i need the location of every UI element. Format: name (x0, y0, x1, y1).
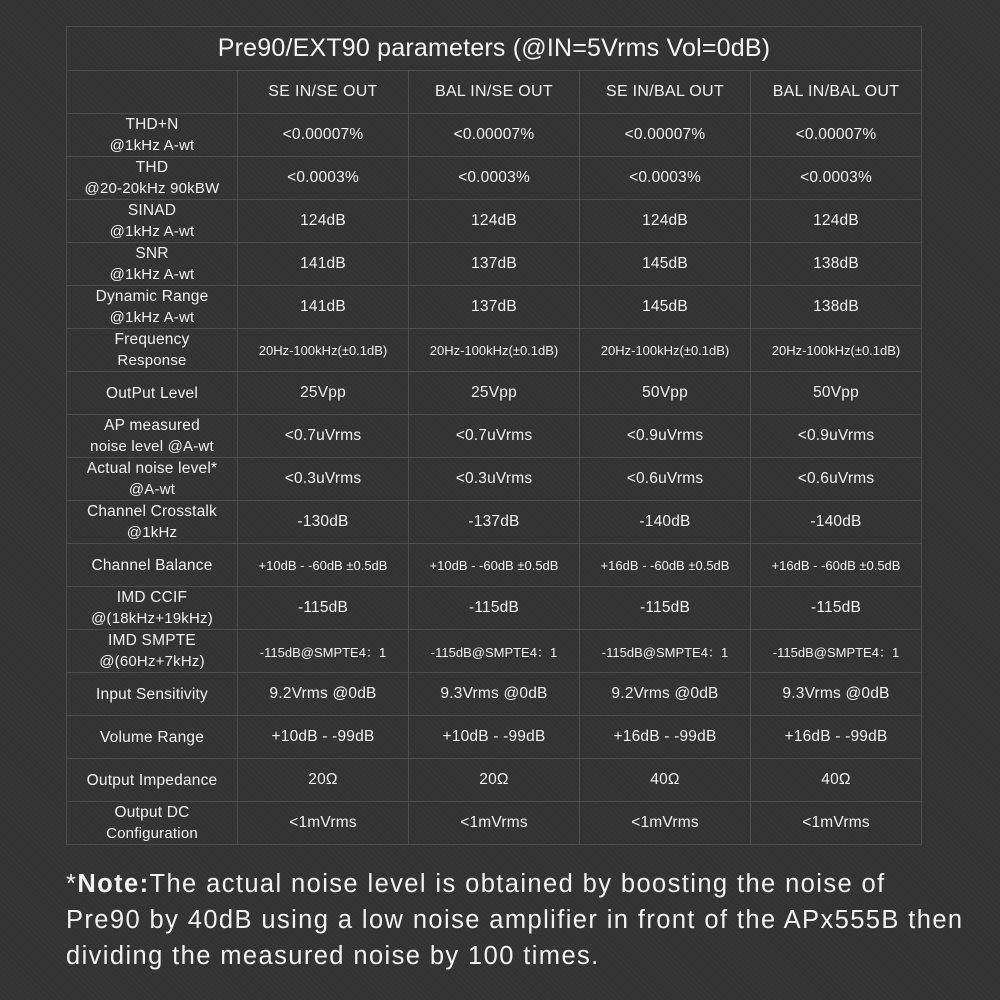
table-cell: <1mVrms (751, 802, 922, 845)
row-label (67, 286, 238, 329)
table-cell: -115dB (409, 587, 580, 630)
row-label-subline: Response (117, 352, 187, 369)
note-text: The actual noise level is obtained by boosting the noise of Pre90 by 40dB using a low noise amplifier in front of the APx555B then dividing the measured noise by 100 times. (66, 870, 964, 970)
row-label-line: Input Sensitivity (96, 685, 208, 703)
row-label (67, 716, 238, 759)
row-label (67, 329, 238, 372)
table-row (67, 630, 922, 673)
table-cell: 40Ω (580, 759, 751, 802)
column-header: BAL IN/SE OUT (409, 71, 580, 114)
table-cell: -115dB@SMPTE4：1 (580, 630, 751, 673)
row-label (67, 673, 238, 716)
table-cell: -140dB (751, 501, 922, 544)
row-label-subline: @1kHz A-wt (109, 266, 195, 283)
row-label-line: THD+N (125, 116, 179, 133)
row-label-subline: @1kHz A-wt (109, 309, 195, 326)
row-label-line: Frequency (114, 331, 190, 348)
table-cell: <0.00007% (580, 114, 751, 157)
table-cell: +10dB - -99dB (409, 716, 580, 759)
table-cell: 20Hz-100kHz(±0.1dB) (580, 329, 751, 372)
table-cell: 50Vpp (580, 372, 751, 415)
table-cell: -137dB (409, 501, 580, 544)
table-cell: 124dB (580, 200, 751, 243)
row-label (67, 501, 238, 544)
table-row (67, 329, 922, 372)
table-row (67, 802, 922, 845)
row-label-line: Channel Balance (91, 556, 213, 574)
title-row (67, 27, 922, 71)
table-cell: -115dB@SMPTE4：1 (409, 630, 580, 673)
table-cell: <1mVrms (238, 802, 409, 845)
table-title: Pre90/EXT90 parameters (@IN=5Vrms Vol=0dB) (67, 27, 922, 71)
parameters-sheet (66, 26, 921, 845)
row-label (67, 544, 238, 587)
table-cell: +16dB - -99dB (751, 716, 922, 759)
row-label-line: Channel Crosstalk (86, 503, 218, 520)
table-row (67, 243, 922, 286)
table-cell: 9.3Vrms @0dB (751, 673, 922, 716)
column-header: SE IN/BAL OUT (580, 71, 751, 114)
table-cell: +10dB - -60dB ±0.5dB (238, 544, 409, 587)
row-label-subline: noise level @A-wt (90, 438, 214, 455)
table-cell: <0.7uVrms (409, 415, 580, 458)
table-row (67, 286, 922, 329)
table-cell: <0.0003% (751, 157, 922, 200)
table-cell: <0.00007% (238, 114, 409, 157)
column-header: BAL IN/BAL OUT (751, 71, 922, 114)
table-cell: 141dB (238, 243, 409, 286)
table-cell: 20Hz-100kHz(±0.1dB) (409, 329, 580, 372)
table-body (67, 114, 922, 845)
row-label-subline: @1kHz (126, 524, 178, 541)
table-cell: 20Hz-100kHz(±0.1dB) (238, 329, 409, 372)
table-cell: 138dB (751, 286, 922, 329)
row-label-line: SNR (135, 245, 169, 262)
column-header-row (67, 71, 922, 114)
row-label-line: Output DC (114, 804, 190, 821)
table-cell: 20Ω (409, 759, 580, 802)
row-label (67, 587, 238, 630)
table-cell: -140dB (580, 501, 751, 544)
corner-cell (67, 71, 238, 114)
table-row (67, 716, 922, 759)
note-label: Note: (77, 870, 150, 898)
row-label (67, 200, 238, 243)
row-label-line: SINAD (127, 202, 177, 219)
row-label (67, 802, 238, 845)
table-cell: 9.2Vrms @0dB (238, 673, 409, 716)
column-header: SE IN/SE OUT (238, 71, 409, 114)
table-cell: 137dB (409, 243, 580, 286)
table-row (67, 673, 922, 716)
table-cell: -130dB (238, 501, 409, 544)
table-row (67, 372, 922, 415)
table-cell: 145dB (580, 286, 751, 329)
row-label-line: OutPut Level (105, 384, 198, 402)
table-row (67, 200, 922, 243)
table-cell: -115dB (751, 587, 922, 630)
table-row (67, 759, 922, 802)
table-cell: 25Vpp (409, 372, 580, 415)
row-label-line: Output Impedance (86, 771, 218, 789)
table-cell: +16dB - -99dB (580, 716, 751, 759)
row-label (67, 372, 238, 415)
table-cell: <0.00007% (751, 114, 922, 157)
table-cell: +10dB - -99dB (238, 716, 409, 759)
row-label (67, 630, 238, 673)
table-cell: 138dB (751, 243, 922, 286)
table-cell: +10dB - -60dB ±0.5dB (409, 544, 580, 587)
table-cell: <0.00007% (409, 114, 580, 157)
table-cell: 124dB (409, 200, 580, 243)
row-label (67, 157, 238, 200)
table-cell: 20Hz-100kHz(±0.1dB) (751, 329, 922, 372)
row-label-line: AP measured (104, 417, 200, 434)
table-cell: -115dB@SMPTE4：1 (751, 630, 922, 673)
row-label-line: THD (135, 159, 169, 176)
footnote (66, 866, 966, 974)
row-label-subline: @1kHz A-wt (109, 137, 195, 154)
table-row (67, 501, 922, 544)
row-label-line: Actual noise level* (86, 460, 218, 477)
row-label-line: IMD CCIF (116, 589, 188, 606)
table-row (67, 157, 922, 200)
row-label-subline: @(60Hz+7kHz) (99, 653, 205, 670)
row-label (67, 114, 238, 157)
table-cell: 25Vpp (238, 372, 409, 415)
table-row (67, 587, 922, 630)
table-cell: <0.3uVrms (238, 458, 409, 501)
table-cell: <0.6uVrms (580, 458, 751, 501)
table-row (67, 114, 922, 157)
row-label-line: IMD SMPTE (108, 632, 196, 649)
table-cell: +16dB - -60dB ±0.5dB (580, 544, 751, 587)
note-asterisk: * (66, 870, 78, 898)
table-cell: 50Vpp (751, 372, 922, 415)
row-label-subline: @(18kHz+19kHz) (91, 610, 213, 627)
row-label-line: Dynamic Range (95, 288, 209, 305)
parameters-table (66, 26, 922, 845)
table-cell: <0.9uVrms (580, 415, 751, 458)
table-cell: 20Ω (238, 759, 409, 802)
table-cell: 40Ω (751, 759, 922, 802)
row-label-subline: @1kHz A-wt (109, 223, 195, 240)
table-cell: <0.9uVrms (751, 415, 922, 458)
row-label-subline: Configuration (106, 825, 198, 842)
table-cell: <0.6uVrms (751, 458, 922, 501)
table-cell: 9.3Vrms @0dB (409, 673, 580, 716)
table-cell: <1mVrms (580, 802, 751, 845)
row-label-subline: @20-20kHz 90kBW (84, 180, 220, 197)
table-cell: <0.0003% (409, 157, 580, 200)
row-label (67, 243, 238, 286)
table-cell: <0.0003% (580, 157, 751, 200)
table-cell: -115dB (238, 587, 409, 630)
table-cell: <1mVrms (409, 802, 580, 845)
table-row (67, 458, 922, 501)
table-cell: 145dB (580, 243, 751, 286)
table-cell: 124dB (751, 200, 922, 243)
table-cell: -115dB@SMPTE4：1 (238, 630, 409, 673)
table-cell: <0.0003% (238, 157, 409, 200)
table-cell: +16dB - -60dB ±0.5dB (751, 544, 922, 587)
table-row (67, 415, 922, 458)
table-cell: 137dB (409, 286, 580, 329)
table-cell: 9.2Vrms @0dB (580, 673, 751, 716)
table-cell: <0.3uVrms (409, 458, 580, 501)
table-cell: 124dB (238, 200, 409, 243)
row-label-line: Volume Range (99, 728, 205, 746)
table-row (67, 544, 922, 587)
row-label (67, 759, 238, 802)
row-label (67, 415, 238, 458)
table-cell: 141dB (238, 286, 409, 329)
row-label-subline: @A-wt (128, 481, 176, 498)
table-cell: -115dB (580, 587, 751, 630)
table-cell: <0.7uVrms (238, 415, 409, 458)
row-label (67, 458, 238, 501)
